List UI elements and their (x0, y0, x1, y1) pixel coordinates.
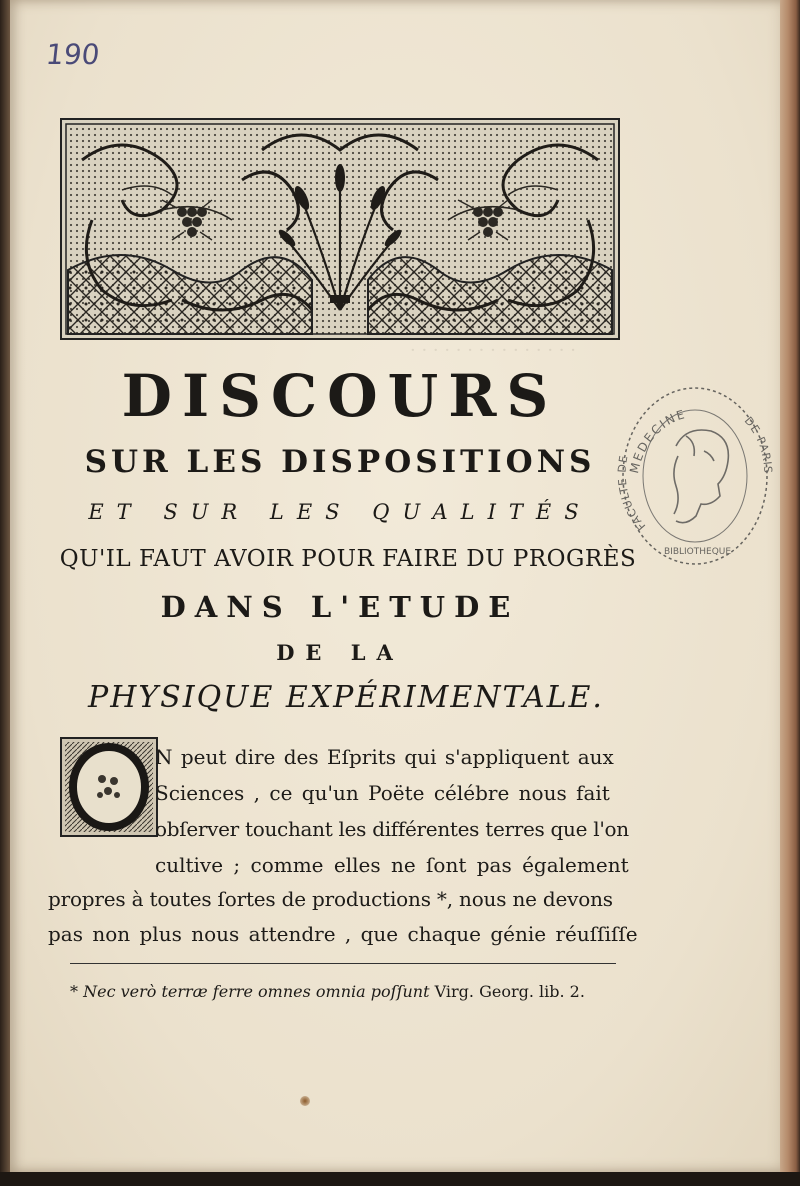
initial-ornament-icon (62, 739, 156, 835)
footnote-marker: * (70, 982, 78, 1001)
faculty-seal-icon (616, 376, 774, 572)
book-edge-bottom (0, 1172, 800, 1186)
title-dispositions: SUR LES DISPOSITIONS (84, 444, 596, 480)
stamp-right-text: DE PARIS (741, 414, 774, 475)
footnote-reference: Virg. Georg. lib. 2. (434, 982, 585, 1001)
body-line-1: N peut dire des Eſprits qui s'appliquent aux (155, 745, 614, 769)
body-line-5: propres à toutes ſortes de productions *, nous ne devons (48, 887, 613, 911)
stamp-left-text: FACULTE DE (616, 453, 649, 533)
initial-letter: O (108, 799, 110, 800)
paper-stain (300, 1096, 310, 1106)
library-stamp (616, 376, 774, 572)
book-edge-right (780, 0, 800, 1186)
body-line-6: pas non plus nous attendre , que chaque génie réuſſiſſe (48, 922, 638, 946)
decorated-initial (60, 737, 158, 837)
title-de-la: DE LA (276, 640, 404, 665)
title-etude: DANS L'ETUDE (160, 590, 520, 624)
ornamental-headpiece (60, 118, 620, 340)
footnote-quote: Nec verò terræ ferre omnes omnia poſſunt (83, 982, 430, 1001)
stamp-bottom-text: BIBLIOTHEQUE (664, 547, 732, 557)
title-progres: QU'IL FAUT AVOIR POUR FAIRE DU PROGRÈS (59, 546, 637, 572)
footnote-rule (70, 963, 616, 964)
body-line-4: cultive ; comme elles ne ſont pas également (155, 853, 629, 877)
title-discours: DISCOURS (121, 362, 559, 430)
body-line-3: obſerver touchant les différentes terres que l'on (155, 817, 629, 841)
show-through-text: · · · · · · · · · · · · · · · (410, 340, 576, 361)
headpiece-ornament-icon (62, 120, 618, 338)
title-qualites: ET SUR LES QUALITÉS (88, 500, 592, 524)
binding-edge-left (0, 0, 10, 1186)
stamp-top-text: MEDECINE (627, 406, 688, 475)
title-physique: PHYSIQUE EXPÉRIMENTALE. (88, 680, 604, 715)
body-line-2: Sciences , ce qu'un Poëte célébre nous fait (155, 781, 610, 805)
folio-number: 190 (44, 38, 102, 71)
book-page (10, 0, 790, 1172)
footnote (70, 982, 585, 1001)
